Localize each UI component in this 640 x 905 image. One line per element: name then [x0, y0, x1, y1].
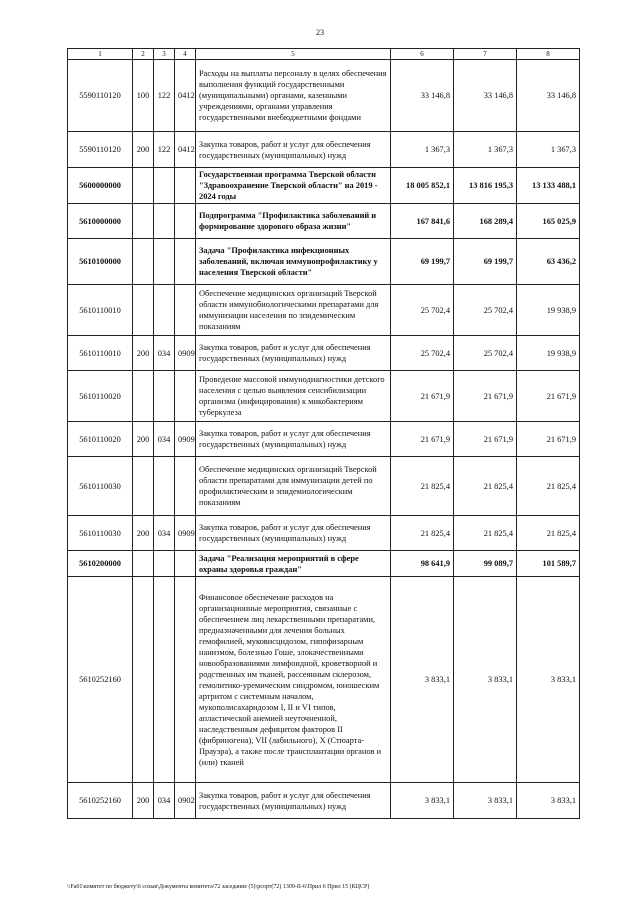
rz-cell: 0909: [175, 422, 196, 457]
value-2019-cell: 167 841,6: [391, 204, 454, 239]
value-2019-cell: 25 702,4: [391, 336, 454, 371]
header-cell: 3: [154, 49, 175, 60]
grbs-cell: [154, 239, 175, 285]
name-cell: Финансовое обеспечение расходов на организационные мероприятия, связанные с обеспечением лиц лекарственными препаратами, предназначенными для лечения больных гемофилией, муковисцидозом, гипофизарным нанизмом, болезнью Гоше, злокачественными новообразованиями лимфоидной, кроветворной и родственных им тканей, рассеянным склерозом, гемолитико-уремическим синдромом, юношеским артритом с системным началом, мукополисахаридозом I, II и VI типов, апластической анемией неуточненной, наследственным дефицитом факторов II (фибриногена), VII (лабильного), X (Стюарта-Прауэра), а также после трансплантации органов и (или) тканей: [196, 577, 391, 783]
code-cell: 5610110030: [68, 457, 133, 516]
value-2021-cell: 101 589,7: [517, 551, 580, 577]
budget-table: [67, 48, 580, 819]
value-2020-cell: 25 702,4: [454, 336, 517, 371]
value-2019-cell: 33 146,8: [391, 60, 454, 132]
vr-cell: 100: [133, 60, 154, 132]
code-cell: 5600000000: [68, 168, 133, 204]
value-2019-cell: 69 199,7: [391, 239, 454, 285]
value-2019-cell: 21 671,9: [391, 422, 454, 457]
value-2021-cell: 21 671,9: [517, 371, 580, 422]
code-cell: 5610252160: [68, 577, 133, 783]
vr-cell: 200: [133, 336, 154, 371]
value-2021-cell: 165 025,9: [517, 204, 580, 239]
rz-cell: 0412: [175, 132, 196, 168]
value-2020-cell: 21 671,9: [454, 422, 517, 457]
name-cell: Закупка товаров, работ и услуг для обеспечения государственных (муниципальных) нужд: [196, 336, 391, 371]
rz-cell: [175, 371, 196, 422]
vr-cell: [133, 371, 154, 422]
value-2019-cell: 3 833,1: [391, 783, 454, 819]
code-cell: 5610252160: [68, 783, 133, 819]
table-row: [68, 551, 580, 577]
vr-cell: [133, 285, 154, 336]
code-cell: 5610110010: [68, 285, 133, 336]
table-row: [68, 457, 580, 516]
name-cell: Закупка товаров, работ и услуг для обеспечения государственных (муниципальных) нужд: [196, 516, 391, 551]
value-2020-cell: 25 702,4: [454, 285, 517, 336]
value-2020-cell: 21 671,9: [454, 371, 517, 422]
vr-cell: [133, 239, 154, 285]
vr-cell: [133, 204, 154, 239]
value-2020-cell: 99 089,7: [454, 551, 517, 577]
value-2020-cell: 33 146,8: [454, 60, 517, 132]
name-cell: Подпрограмма "Профилактика заболеваний и формирование здорового образа жизни": [196, 204, 391, 239]
code-cell: 5590110120: [68, 132, 133, 168]
file-path-footer: \\Fa01\комитет по бюджету\6 созыв\Документы комитета\72 заседание (5)\рсорт(72) 1309-II-6\Прил 6 Прил 15 (КЦСР): [67, 884, 370, 890]
name-cell: Задача "Профилактика инфекционных заболеваний, включая иммунопрофилактику у населения Тверской области": [196, 239, 391, 285]
grbs-cell: 034: [154, 516, 175, 551]
code-cell: 5610000000: [68, 204, 133, 239]
value-2021-cell: 63 436,2: [517, 239, 580, 285]
value-2019-cell: 21 671,9: [391, 371, 454, 422]
header-cell: 4: [175, 49, 196, 60]
table-row: [68, 422, 580, 457]
header-cell: 1: [68, 49, 133, 60]
grbs-cell: 034: [154, 783, 175, 819]
header-cell: 2: [133, 49, 154, 60]
grbs-cell: 122: [154, 132, 175, 168]
grbs-cell: 034: [154, 422, 175, 457]
value-2021-cell: 33 146,8: [517, 60, 580, 132]
value-2020-cell: 1 367,3: [454, 132, 517, 168]
header-cell: 7: [454, 49, 517, 60]
value-2020-cell: 21 825,4: [454, 457, 517, 516]
table-row: [68, 577, 580, 783]
value-2021-cell: 13 133 488,1: [517, 168, 580, 204]
value-2019-cell: 3 833,1: [391, 577, 454, 783]
page-number: 23: [316, 28, 324, 37]
table-header-row: [68, 49, 580, 60]
rz-cell: 0902: [175, 783, 196, 819]
name-cell: Закупка товаров, работ и услуг для обеспечения государственных (муниципальных) нужд: [196, 132, 391, 168]
grbs-cell: [154, 551, 175, 577]
grbs-cell: 034: [154, 336, 175, 371]
grbs-cell: [154, 285, 175, 336]
code-cell: 5610110010: [68, 336, 133, 371]
value-2021-cell: 1 367,3: [517, 132, 580, 168]
value-2020-cell: 168 289,4: [454, 204, 517, 239]
value-2021-cell: 3 833,1: [517, 577, 580, 783]
vr-cell: 200: [133, 783, 154, 819]
grbs-cell: [154, 168, 175, 204]
value-2019-cell: 1 367,3: [391, 132, 454, 168]
value-2021-cell: 3 833,1: [517, 783, 580, 819]
rz-cell: 0412: [175, 60, 196, 132]
table-row: [68, 132, 580, 168]
code-cell: 5610100000: [68, 239, 133, 285]
rz-cell: [175, 285, 196, 336]
value-2020-cell: 13 816 195,3: [454, 168, 517, 204]
rz-cell: [175, 551, 196, 577]
code-cell: 5590110120: [68, 60, 133, 132]
rz-cell: [175, 457, 196, 516]
value-2019-cell: 18 005 852,1: [391, 168, 454, 204]
value-2021-cell: 21 825,4: [517, 516, 580, 551]
code-cell: 5610110030: [68, 516, 133, 551]
header-cell: 5: [196, 49, 391, 60]
code-cell: 5610110020: [68, 371, 133, 422]
grbs-cell: [154, 204, 175, 239]
rz-cell: 0909: [175, 516, 196, 551]
table-row: [68, 285, 580, 336]
vr-cell: 200: [133, 516, 154, 551]
table-row: [68, 371, 580, 422]
value-2021-cell: 19 938,9: [517, 336, 580, 371]
grbs-cell: [154, 577, 175, 783]
name-cell: Закупка товаров, работ и услуг для обеспечения государственных (муниципальных) нужд: [196, 783, 391, 819]
name-cell: Проведение массовой иммунодиагностики детского населения с целью выявления сенсибилизации организма (инфицирования) к микобактериям туберкулеза: [196, 371, 391, 422]
rz-cell: [175, 168, 196, 204]
value-2019-cell: 25 702,4: [391, 285, 454, 336]
table-row: [68, 204, 580, 239]
rz-cell: 0909: [175, 336, 196, 371]
value-2020-cell: 3 833,1: [454, 783, 517, 819]
grbs-cell: 122: [154, 60, 175, 132]
table-row: [68, 783, 580, 819]
grbs-cell: [154, 371, 175, 422]
value-2020-cell: 3 833,1: [454, 577, 517, 783]
header-cell: 6: [391, 49, 454, 60]
vr-cell: [133, 551, 154, 577]
value-2021-cell: 21 671,9: [517, 422, 580, 457]
vr-cell: [133, 577, 154, 783]
table-row: [68, 168, 580, 204]
code-cell: 5610110020: [68, 422, 133, 457]
vr-cell: 200: [133, 132, 154, 168]
name-cell: Закупка товаров, работ и услуг для обеспечения государственных (муниципальных) нужд: [196, 422, 391, 457]
value-2019-cell: 21 825,4: [391, 516, 454, 551]
vr-cell: 200: [133, 422, 154, 457]
value-2019-cell: 98 641,9: [391, 551, 454, 577]
value-2021-cell: 19 938,9: [517, 285, 580, 336]
vr-cell: [133, 168, 154, 204]
table-row: [68, 336, 580, 371]
value-2020-cell: 21 825,4: [454, 516, 517, 551]
header-cell: 8: [517, 49, 580, 60]
name-cell: Государственная программа Тверской области "Здравоохранение Тверской области" на 2019 - 2024 годы: [196, 168, 391, 204]
table-row: [68, 516, 580, 551]
name-cell: Задача "Реализация мероприятий в сфере охраны здоровья граждан": [196, 551, 391, 577]
value-2019-cell: 21 825,4: [391, 457, 454, 516]
rz-cell: [175, 204, 196, 239]
table-row: [68, 60, 580, 132]
value-2021-cell: 21 825,4: [517, 457, 580, 516]
table-row: [68, 239, 580, 285]
rz-cell: [175, 577, 196, 783]
grbs-cell: [154, 457, 175, 516]
vr-cell: [133, 457, 154, 516]
code-cell: 5610200000: [68, 551, 133, 577]
name-cell: Расходы на выплаты персоналу в целях обеспечения выполнения функций государственными (муниципальными) органами, казенными учреждениями, органами управления государственными внебюджетными фондами: [196, 60, 391, 132]
rz-cell: [175, 239, 196, 285]
name-cell: Обеспечение медицинских организаций Тверской области иммунобиологическими препаратами для иммунизации населения по эпидемическим показаниям: [196, 285, 391, 336]
name-cell: Обеспечение медицинских организаций Тверской области препаратами для иммунизации детей по профилактическим и эпидемиологическим показаниям: [196, 457, 391, 516]
value-2020-cell: 69 199,7: [454, 239, 517, 285]
